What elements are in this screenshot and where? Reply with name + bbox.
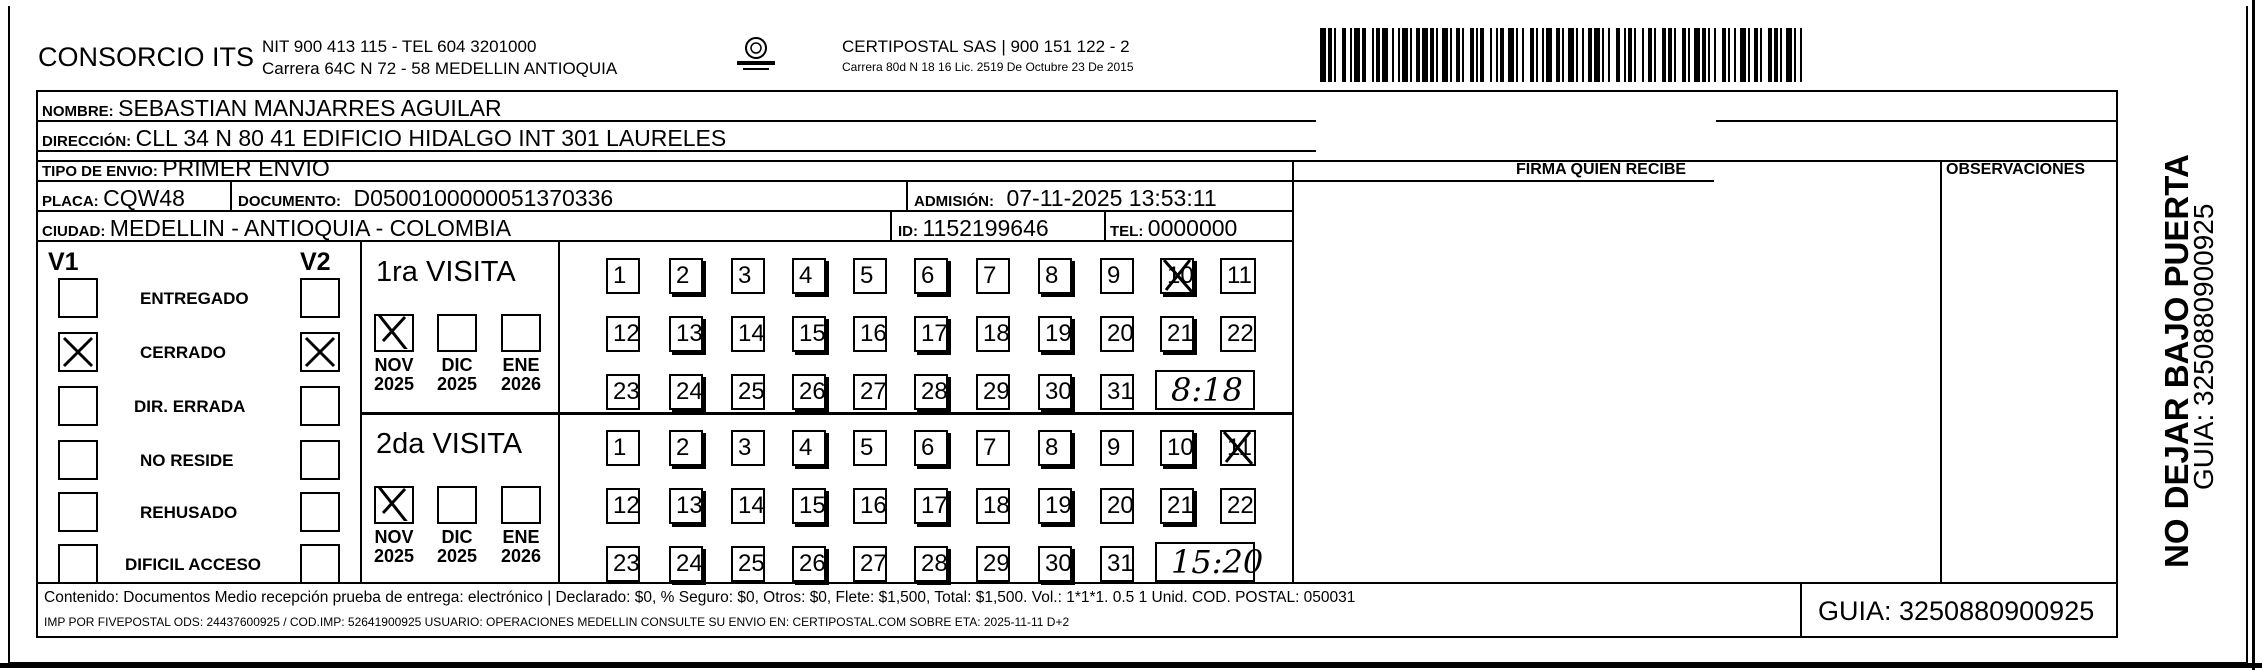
day-number: 9 [1107,434,1121,461]
barcode-bar [1342,28,1346,82]
placa-value: CQW48 [103,185,185,211]
day-box[interactable] [669,316,703,352]
barcode-bar [1682,28,1686,82]
day-number: 14 [738,492,765,519]
barcode-bar [1780,28,1782,82]
day-box[interactable] [976,374,1010,410]
day-box[interactable] [792,430,826,466]
day-number: 23 [613,378,640,405]
day-box[interactable] [1038,374,1072,410]
day-number: 25 [738,550,765,577]
day-number: 8 [1045,262,1059,289]
visit-time: 8:18 [1171,371,1243,409]
day-box[interactable] [606,316,640,352]
month-label: NOV 2025 [373,527,415,566]
day-number: 8 [1045,434,1059,461]
barcode-bar [1582,28,1584,82]
day-number: 10 [1167,262,1194,289]
day-number: 10 [1167,434,1194,461]
day-box[interactable] [731,316,765,352]
barcode-bar [1442,28,1448,82]
id-value: 1152199646 [922,215,1049,241]
day-number: 20 [1107,492,1134,519]
barcode-bar [1688,28,1690,82]
day-box[interactable] [1220,258,1256,294]
visit-title: 2da VISITA [376,428,523,460]
day-box[interactable] [914,258,948,294]
barcode [1320,28,1960,82]
day-box[interactable] [731,488,765,524]
nombre-value: SEBASTIAN MANJARRES AGUILAR [118,95,502,121]
day-box[interactable] [1100,316,1134,352]
month-checkbox[interactable] [437,486,477,524]
direccion-label: DIRECCIÓN: [42,133,132,150]
day-box[interactable] [1038,316,1072,352]
day-box[interactable] [976,430,1010,466]
tel-label: TEL: [1110,223,1144,240]
month-checkbox[interactable] [374,314,414,352]
status-v1-checkbox[interactable] [58,544,98,584]
barcode-bar [1392,28,1394,82]
day-box[interactable] [792,258,826,294]
status-v1-checkbox[interactable] [58,440,98,480]
day-box[interactable] [792,316,826,352]
v2-label: V2 [300,248,331,276]
barcode-bar [1576,28,1578,82]
documento-value: D0500100000051370336 [353,185,614,211]
day-box[interactable] [853,546,887,582]
day-box[interactable] [606,258,640,294]
day-box[interactable] [976,546,1010,582]
barcode-bar [1422,28,1428,82]
day-box[interactable] [606,430,640,466]
visit-title: 1ra VISITA [376,256,516,288]
day-number: 2 [676,434,690,461]
company-name: CONSORCIO ITS [38,42,255,72]
day-box[interactable] [1160,258,1194,294]
barcode-bar [1416,28,1420,82]
ciudad-label: CIUDAD: [42,223,106,240]
ciudad-value: MEDELLIN - ANTIOQUIA - COLOMBIA [109,215,512,241]
day-number: 30 [1045,378,1072,405]
day-number: 11 [1227,434,1252,461]
barcode-bar [1430,28,1434,82]
day-box[interactable] [606,488,640,524]
status-label: NO RESIDE [140,451,234,470]
company-nit: NIT 900 413 115 - TEL 604 3201000 [262,37,537,56]
barcode-bar [1398,28,1400,82]
visit-time: 15:20 [1171,543,1264,581]
visit-time-box[interactable] [1155,542,1264,582]
day-number: 28 [921,550,948,577]
day-number: 6 [921,434,935,461]
day-number: 26 [799,378,826,405]
day-number: 25 [738,378,765,405]
day-box[interactable] [669,546,703,582]
day-box[interactable] [731,258,765,294]
day-box[interactable] [1038,488,1072,524]
day-box[interactable] [914,488,948,524]
day-number: 29 [983,378,1010,405]
documento-label: DOCUMENTO: [238,193,342,210]
barcode-bar [1786,28,1792,82]
status-label: REHUSADO [140,503,238,522]
admision-value: 07-11-2025 13:53:11 [1006,185,1217,211]
day-number: 15 [799,320,826,347]
day-box[interactable] [1220,430,1256,466]
day-box[interactable] [976,258,1010,294]
status-v1-checkbox[interactable] [58,386,98,426]
barcode-bar [1562,28,1564,82]
side-warning: NO DEJAR BAJO PUERTA [2158,154,2195,568]
day-number: 29 [983,550,1010,577]
day-box[interactable] [1038,258,1072,294]
day-number: 2 [676,262,690,289]
barcode-bar [1546,28,1552,82]
barcode-bar [1496,28,1498,82]
day-box[interactable] [669,374,703,410]
barcode-bar [1602,28,1604,82]
barcode-bar [1768,28,1772,82]
day-box[interactable] [853,488,887,524]
day-number: 23 [613,550,640,577]
status-v2-checkbox[interactable] [300,440,340,480]
barcode-bar [1734,28,1736,82]
day-box[interactable] [1220,488,1256,524]
right-border [2252,0,2255,670]
day-box[interactable] [853,316,887,352]
status-v1-checkbox[interactable] [58,332,98,372]
status-v1-checkbox[interactable] [58,278,98,318]
day-box[interactable] [606,546,640,582]
day-box[interactable] [1100,488,1134,524]
observaciones-area[interactable] [1942,182,2116,580]
month-checkbox[interactable] [437,314,477,352]
barcode-bar [1376,28,1380,82]
barcode-bar [1508,28,1514,82]
status-label: ENTREGADO [140,289,249,308]
barcode-bar [1722,28,1726,82]
nombre-label: NOMBRE: [42,103,114,120]
barcode-bar [1350,28,1352,82]
month-label: DIC 2025 [436,527,478,566]
day-number: 22 [1227,320,1254,347]
day-number: 19 [1045,320,1072,347]
day-box[interactable] [1160,488,1194,524]
barcode-bar [1382,28,1388,82]
barcode-bar [1628,28,1632,82]
barcode-bar [1530,28,1534,82]
barcode-bar [1754,28,1758,82]
day-number: 22 [1227,492,1254,519]
tipo-row [42,157,330,180]
day-number: 13 [676,320,703,347]
month-checkbox[interactable] [374,486,414,524]
status-v2-checkbox[interactable] [300,492,340,532]
day-box[interactable] [976,488,1010,524]
barcode-bar [1662,28,1666,82]
day-box[interactable] [669,258,703,294]
barcode-bar [1476,28,1478,82]
barcode-bar [1728,28,1730,82]
day-number: 1 [613,262,627,289]
barcode-bar [1436,28,1438,82]
barcode-bar [1654,28,1656,82]
day-box[interactable] [1100,258,1134,294]
barcode-bar [1354,28,1360,82]
month-label: DIC 2025 [436,355,478,394]
day-number: 7 [983,434,997,461]
day-number: 3 [738,262,752,289]
barcode-bar [1410,28,1412,82]
day-box[interactable] [1160,430,1194,466]
day-number: 21 [1167,320,1194,347]
firma-header: FIRMA QUIEN RECIBE [1516,161,1687,178]
day-number: 12 [613,492,640,519]
day-box[interactable] [914,430,948,466]
direccion-row [42,127,726,150]
day-box[interactable] [731,546,765,582]
barcode-bar [1668,28,1672,82]
day-number: 11 [1227,262,1252,289]
barcode-bar [1642,28,1644,82]
day-box[interactable] [792,488,826,524]
day-number: 9 [1107,262,1121,289]
day-number: 1 [613,434,627,461]
certipostal-logo [733,34,779,74]
tipo-value: PRIMER ENVIO [162,155,330,181]
footer-content: Contenido: Documentos Medio recepción prueba de entrega: electrónico | Declarado: $0, % Seguro: $0, Otros: $0, Flete: $1,500, Total: $1,500. Vol.: 1*1*1. 0.5 1 Unid. COD. POSTAL: 050031 [44,589,1356,606]
status-v2-checkbox[interactable] [300,332,340,372]
barcode-bar [1568,28,1574,82]
month-checkbox[interactable] [501,314,541,352]
day-box[interactable] [1038,546,1072,582]
day-number: 5 [860,434,874,461]
bottom-border [0,663,2262,668]
barcode-bar [1334,28,1336,82]
carrier-info: CERTIPOSTAL SAS | 900 151 122 - 2 [842,37,1130,56]
day-box[interactable] [669,430,703,466]
barcode-bar [1470,28,1474,82]
status-label: CERRADO [140,343,226,362]
barcode-bar [1456,28,1460,82]
side-guia: GUIA: 3250880900925 [2188,203,2219,490]
day-number: 31 [1107,378,1134,405]
barcode-bar [1800,28,1802,82]
barcode-bar [1328,28,1332,82]
day-box[interactable] [792,546,826,582]
barcode-bar [1674,28,1676,82]
day-box[interactable] [669,488,703,524]
id-label: ID: [898,223,918,240]
barcode-bar [1794,28,1796,82]
visit-time-box[interactable] [1155,370,1255,410]
day-number: 7 [983,262,997,289]
day-number: 15 [799,492,826,519]
day-number: 21 [1167,492,1194,519]
nombre-row [42,97,502,120]
month-label: NOV 2025 [373,355,415,394]
day-number: 13 [676,492,703,519]
barcode-bar [1634,28,1636,82]
day-number: 17 [921,320,948,347]
month-checkbox[interactable] [501,486,541,524]
day-number: 27 [860,378,887,405]
day-box[interactable] [976,316,1010,352]
day-number: 4 [799,262,813,289]
day-number: 31 [1107,550,1134,577]
status-label: DIFICIL ACCESO [125,555,262,574]
barcode-bar [1480,28,1484,82]
day-number: 20 [1107,320,1134,347]
day-box[interactable] [731,374,765,410]
barcode-bar [1624,28,1626,82]
barcode-bar [1542,28,1544,82]
footer-meta: IMP POR FIVEPOSTAL ODS: 24437600925 / COD.IMP: 52641900925 USUARIO: OPERACIONES MEDELLIN CONSULTE SU ENVIO EN: CERTIPOSTAL.COM SOBRE ETA: 2025-11-11 D+2 [44,615,1070,629]
barcode-bar [1362,28,1366,82]
v1-label: V1 [48,248,79,276]
barcode-bar [1608,28,1610,82]
barcode-bar [1714,28,1716,82]
barcode-bar [1748,28,1750,82]
day-number: 17 [921,492,948,519]
day-number: 19 [1045,492,1072,519]
barcode-bar [1648,28,1652,82]
day-box[interactable] [853,430,887,466]
day-box[interactable] [914,374,948,410]
signature-area[interactable] [1294,182,1938,580]
day-number: 16 [860,320,887,347]
barcode-bar [1320,28,1326,82]
day-number: 24 [676,550,703,577]
day-box[interactable] [1100,546,1134,582]
tipo-label: TIPO DE ENVIO: [42,163,158,180]
day-number: 26 [799,550,826,577]
status-v2-checkbox[interactable] [300,386,340,426]
barcode-bar [1588,28,1592,82]
day-number: 5 [860,262,874,289]
month-label: ENE 2026 [500,355,542,394]
day-number: 28 [921,378,948,405]
admision-label: ADMISIÓN: [914,193,994,210]
barcode-bar [1760,28,1762,82]
barcode-bar [1522,28,1524,82]
barcode-bar [1594,28,1600,82]
barcode-bar [1708,28,1710,82]
month-label: ENE 2026 [500,527,542,566]
day-box[interactable] [1100,430,1134,466]
day-number: 4 [799,434,813,461]
barcode-bar [1516,28,1518,82]
company-address: Carrera 64C N 72 - 58 MEDELLIN ANTIOQUIA [262,59,618,78]
footer-guia: GUIA: 3250880900925 [1818,596,2095,626]
barcode-bar [1500,28,1504,82]
day-number: 18 [983,320,1010,347]
barcode-bar [1462,28,1464,82]
day-number: 18 [983,492,1010,519]
barcode-bar [1556,28,1560,82]
day-box[interactable] [853,258,887,294]
day-box[interactable] [1160,316,1194,352]
day-number: 12 [613,320,640,347]
day-box[interactable] [914,546,948,582]
barcode-bar [1536,28,1538,82]
status-v2-checkbox[interactable] [300,278,340,318]
barcode-bar [1372,28,1374,82]
day-number: 27 [860,550,887,577]
placa-label: PLACA: [42,193,99,210]
day-box[interactable] [914,316,948,352]
barcode-bar [1490,28,1492,82]
barcode-bar [1450,28,1452,82]
day-box[interactable] [853,374,887,410]
day-box[interactable] [1100,374,1134,410]
day-number: 3 [738,434,752,461]
barcode-bar [1616,28,1620,82]
day-number: 30 [1045,550,1072,577]
status-v1-checkbox[interactable] [58,492,98,532]
barcode-bar [1694,28,1700,82]
status-v2-checkbox[interactable] [300,544,340,584]
day-box[interactable] [1038,430,1072,466]
day-number: 6 [921,262,935,289]
day-box[interactable] [606,374,640,410]
day-box[interactable] [731,430,765,466]
tel-value: 0000000 [1147,215,1238,241]
barcode-bar [1702,28,1706,82]
day-box[interactable] [1220,316,1256,352]
day-box[interactable] [792,374,826,410]
status-label: DIR. ERRADA [134,397,246,416]
direccion-value: CLL 34 N 80 41 EDIFICIO HIDALGO INT 301 LAURELES [135,125,727,151]
day-number: 14 [738,320,765,347]
barcode-bar [1740,28,1746,82]
barcode-bar [1774,28,1778,82]
day-number: 16 [860,492,887,519]
barcode-bar [1402,28,1408,82]
observaciones-header: OBSERVACIONES [1946,161,2085,178]
carrier-address: Carrera 80d N 18 16 Lic. 2519 De Octubre 23 De 2015 [842,60,1134,74]
day-number: 24 [676,378,703,405]
